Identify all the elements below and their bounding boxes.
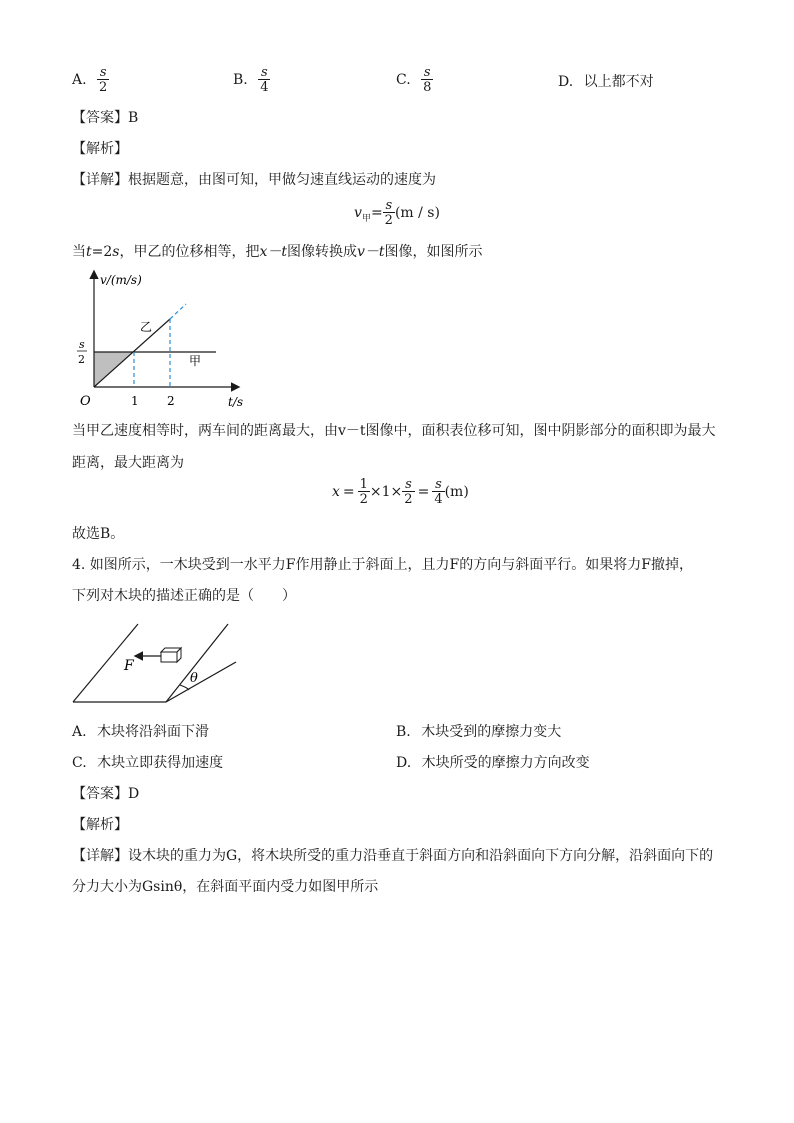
option-fraction: [421, 66, 433, 94]
option-text: 木块受到的摩擦力变大: [421, 724, 562, 740]
y-tick-num: s: [79, 338, 85, 351]
option-label: D.: [558, 74, 574, 90]
var-s: s: [112, 244, 120, 260]
frac-den: 4: [260, 80, 269, 95]
frac-num: 1: [359, 477, 368, 492]
option-label: C.: [396, 72, 411, 88]
text: 图像转换成: [287, 244, 357, 260]
q3-option-c: [396, 66, 433, 94]
eq-var: v: [354, 205, 362, 221]
q4-option-b: [396, 724, 561, 741]
eq-unit: (m): [444, 484, 469, 500]
q3-conclusion: 故选B。: [72, 526, 125, 542]
option-fraction: [258, 66, 270, 94]
option-text: 木块立即获得加速度: [97, 755, 224, 771]
frac-num: s: [385, 198, 393, 213]
var-t: t: [86, 244, 92, 260]
eq-sign: =: [342, 484, 355, 500]
ground-line: [166, 662, 236, 702]
q4-option-c: [72, 755, 223, 772]
q4-stem-line2: 下列对木块的描述正确的是（ ）: [72, 588, 296, 604]
q3-equation-velocity: [354, 199, 440, 227]
q4-option-a: [72, 724, 209, 741]
frac-den: 8: [423, 80, 432, 95]
q4-stem-line1: 4. 如图所示，一木块受到一水平力F作用静止于斜面上，且力F的方向与斜面平行。如果将力F撤掉，: [72, 557, 693, 573]
q3-line3: 当甲乙速度相等时，两车间的距离最大，由v－t图像中，面积表位移可知，图中阴影部分的面积即为最大: [72, 423, 716, 439]
q4-detail-line2: 分力大小为Gsinθ，在斜面平面内受力如图甲所示: [72, 879, 379, 895]
frac-num: s: [261, 65, 268, 80]
q3-analysis-heading: 【解析】: [72, 141, 128, 157]
frac-den: 2: [99, 80, 108, 95]
option-label: A.: [72, 72, 87, 88]
q3-detail: [72, 172, 436, 189]
option-fraction: [97, 66, 109, 94]
y-tick-den: 2: [78, 353, 85, 366]
q3-option-d: [558, 74, 654, 91]
origin-label: O: [80, 394, 91, 409]
x-axis-label: t/s: [228, 395, 244, 409]
eq-unit: (m / s): [394, 205, 440, 221]
eq-fraction-s4: [432, 478, 444, 506]
detail-prefix: 【详解】: [72, 172, 128, 188]
block-front: [161, 652, 177, 662]
x-tick-2: 2: [167, 394, 175, 408]
q3-option-a: [72, 66, 109, 94]
q4-answer: 【答案】D: [72, 786, 140, 802]
eq-sign: =: [370, 205, 383, 221]
var-xt: x－t: [259, 244, 287, 260]
eq-sign: =: [417, 484, 430, 500]
text: 图像，如图所示: [384, 244, 483, 260]
q3-line2: [72, 244, 483, 261]
line-yi-dashed: [170, 304, 186, 319]
option-label: C.: [72, 755, 87, 771]
option-text: 木块将沿斜面下滑: [97, 724, 210, 740]
detail-text: 根据题意，由图可知，甲做匀速直线运动的速度为: [128, 172, 436, 188]
option-label: D.: [396, 755, 412, 771]
eq-sub: 甲: [361, 213, 371, 224]
q3-equation-distance: [332, 478, 469, 506]
label-yi: 乙: [140, 320, 153, 334]
force-label: F: [124, 658, 134, 674]
frac-num: s: [423, 65, 431, 80]
var-vt: v－t: [357, 244, 385, 260]
incline-figure: [70, 620, 245, 708]
eq-fraction: [383, 199, 395, 227]
frac-den: 2: [384, 213, 393, 228]
text: ，甲乙的位移相等，把: [119, 244, 260, 260]
frac-num: s: [99, 65, 107, 80]
q3-line4: 距离，最大距离为: [72, 455, 184, 471]
frac-num: s: [405, 477, 412, 492]
label-jia: 甲: [189, 354, 202, 368]
text: 当: [72, 244, 86, 260]
plane-right-edge: [166, 624, 228, 702]
q3-answer: 【答案】B: [72, 110, 139, 126]
option-label: A.: [72, 724, 87, 740]
option-text: 以上都不对: [583, 74, 654, 90]
frac-den: 2: [359, 492, 368, 507]
eq-var: x: [332, 484, 340, 500]
q3-option-b: [233, 66, 270, 94]
option-label: B.: [233, 72, 248, 88]
frac-den: 2: [404, 492, 413, 507]
angle-label: θ: [190, 671, 198, 686]
q4-analysis-heading: 【解析】: [72, 817, 128, 833]
eq-fraction-s2: [402, 478, 414, 506]
option-label: B.: [396, 724, 411, 740]
eq-fraction-half: [358, 478, 370, 506]
frac-num: s: [435, 477, 442, 492]
y-axis-label: v/(m/s): [100, 273, 142, 287]
text: =2: [91, 244, 113, 260]
option-text: 木块所受的摩擦力方向改变: [421, 755, 590, 771]
eq-times: ×1×: [369, 484, 403, 500]
vt-graph: [70, 268, 250, 413]
q4-option-d: [396, 755, 590, 772]
q4-detail-line1: 【详解】设木块的重力为G，将木块所受的重力沿垂直于斜面方向和沿斜面向下方向分解，沿斜面向下的: [72, 848, 714, 864]
frac-den: 4: [434, 492, 443, 507]
x-tick-1: 1: [131, 394, 139, 408]
